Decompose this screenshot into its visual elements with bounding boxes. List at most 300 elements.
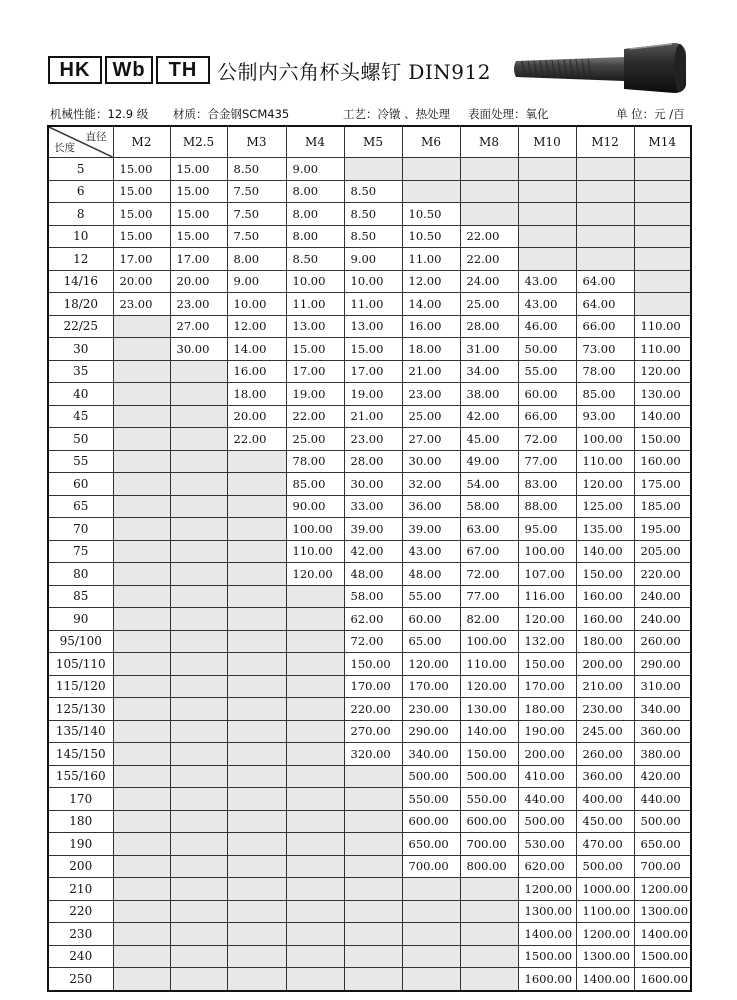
price-cell: 15.00	[286, 338, 344, 361]
price-cell: 19.00	[344, 383, 402, 406]
empty-cell	[170, 473, 227, 496]
length-cell: 180	[48, 810, 113, 833]
corner-diameter-label: 直径	[85, 131, 107, 143]
column-header: M3	[227, 126, 286, 158]
spec-unit: 单 位：元 /百	[616, 107, 685, 121]
table-row	[48, 563, 691, 586]
price-cell: 700.00	[460, 833, 518, 856]
price-cell: 82.00	[460, 608, 518, 631]
price-cell: 22.00	[460, 225, 518, 248]
length-cell: 220	[48, 900, 113, 923]
price-cell: 16.00	[402, 315, 460, 338]
empty-cell	[286, 675, 344, 698]
length-cell: 50	[48, 428, 113, 451]
price-cell: 8.50	[344, 203, 402, 226]
price-cell: 1400.00	[634, 923, 691, 946]
empty-cell	[344, 765, 402, 788]
price-cell: 77.00	[518, 450, 576, 473]
price-cell: 340.00	[634, 698, 691, 721]
price-cell: 260.00	[634, 630, 691, 653]
table-row	[48, 405, 691, 428]
length-cell: 75	[48, 540, 113, 563]
empty-cell	[460, 945, 518, 968]
empty-cell	[170, 608, 227, 631]
empty-cell	[113, 900, 170, 923]
price-cell: 90.00	[286, 495, 344, 518]
column-header: M4	[286, 126, 344, 158]
length-cell: 18/20	[48, 293, 113, 316]
empty-cell	[227, 608, 286, 631]
price-cell: 15.00	[113, 225, 170, 248]
price-cell: 20.00	[227, 405, 286, 428]
price-cell: 15.00	[344, 338, 402, 361]
empty-cell	[170, 540, 227, 563]
spec-line	[48, 106, 690, 124]
price-cell: 550.00	[402, 788, 460, 811]
price-cell: 110.00	[286, 540, 344, 563]
price-cell: 10.00	[286, 270, 344, 293]
price-cell: 62.00	[344, 608, 402, 631]
empty-cell	[170, 518, 227, 541]
empty-cell	[170, 743, 227, 766]
length-cell: 200	[48, 855, 113, 878]
empty-cell	[286, 585, 344, 608]
price-cell: 500.00	[518, 810, 576, 833]
column-header: M2.5	[170, 126, 227, 158]
price-cell: 1200.00	[518, 878, 576, 901]
price-cell: 245.00	[576, 720, 634, 743]
price-cell: 110.00	[634, 338, 691, 361]
price-cell: 33.00	[344, 495, 402, 518]
price-cell: 500.00	[402, 765, 460, 788]
column-header: M10	[518, 126, 576, 158]
empty-cell	[286, 698, 344, 721]
length-cell: 55	[48, 450, 113, 473]
price-cell: 21.00	[344, 405, 402, 428]
price-cell: 120.00	[402, 653, 460, 676]
spec-process: 工艺：冷镦 、热处理	[343, 107, 451, 121]
empty-cell	[286, 743, 344, 766]
price-cell: 170.00	[518, 675, 576, 698]
empty-cell	[286, 720, 344, 743]
empty-cell	[170, 878, 227, 901]
empty-cell	[227, 945, 286, 968]
price-cell: 42.00	[344, 540, 402, 563]
empty-cell	[227, 675, 286, 698]
price-cell: 440.00	[518, 788, 576, 811]
length-cell: 12	[48, 248, 113, 271]
length-cell: 10	[48, 225, 113, 248]
empty-cell	[460, 158, 518, 181]
length-cell: 14/16	[48, 270, 113, 293]
price-cell: 23.00	[113, 293, 170, 316]
price-cell: 15.00	[170, 158, 227, 181]
empty-cell	[227, 855, 286, 878]
price-cell: 410.00	[518, 765, 576, 788]
empty-cell	[286, 630, 344, 653]
price-cell: 500.00	[634, 810, 691, 833]
length-cell: 70	[48, 518, 113, 541]
page-title: 公制内六角杯头螺钉 DIN912	[217, 59, 491, 84]
empty-cell	[113, 405, 170, 428]
table-row	[48, 203, 691, 226]
price-cell: 9.00	[344, 248, 402, 271]
price-cell: 1600.00	[634, 968, 691, 991]
empty-cell	[402, 945, 460, 968]
length-cell: 60	[48, 473, 113, 496]
price-cell: 10.00	[227, 293, 286, 316]
table-row	[48, 180, 691, 203]
empty-cell	[227, 540, 286, 563]
empty-cell	[170, 923, 227, 946]
empty-cell	[170, 383, 227, 406]
empty-cell	[344, 900, 402, 923]
corner-length-label: 长度	[54, 142, 75, 154]
empty-cell	[113, 540, 170, 563]
table-row	[48, 158, 691, 181]
table-row	[48, 765, 691, 788]
empty-cell	[227, 765, 286, 788]
table-row	[48, 585, 691, 608]
price-cell: 13.00	[344, 315, 402, 338]
length-cell: 65	[48, 495, 113, 518]
empty-cell	[460, 203, 518, 226]
price-cell: 11.00	[344, 293, 402, 316]
empty-cell	[170, 765, 227, 788]
price-cell: 270.00	[344, 720, 402, 743]
empty-cell	[113, 518, 170, 541]
empty-cell	[113, 833, 170, 856]
length-cell: 22/25	[48, 315, 113, 338]
price-cell: 12.00	[227, 315, 286, 338]
length-cell: 125/130	[48, 698, 113, 721]
length-cell: 90	[48, 608, 113, 631]
empty-cell	[460, 180, 518, 203]
price-cell: 120.00	[634, 360, 691, 383]
price-cell: 38.00	[460, 383, 518, 406]
price-cell: 17.00	[344, 360, 402, 383]
empty-cell	[227, 653, 286, 676]
price-cell: 55.00	[402, 585, 460, 608]
price-cell: 140.00	[460, 720, 518, 743]
price-cell: 15.00	[113, 180, 170, 203]
empty-cell	[113, 788, 170, 811]
price-cell: 400.00	[576, 788, 634, 811]
empty-cell	[286, 833, 344, 856]
table-row	[48, 293, 691, 316]
price-cell: 107.00	[518, 563, 576, 586]
price-cell: 140.00	[576, 540, 634, 563]
empty-cell	[113, 315, 170, 338]
price-cell: 185.00	[634, 495, 691, 518]
price-cell: 46.00	[518, 315, 576, 338]
table-row	[48, 383, 691, 406]
empty-cell	[286, 900, 344, 923]
length-cell: 250	[48, 968, 113, 991]
price-cell: 48.00	[344, 563, 402, 586]
length-cell: 6	[48, 180, 113, 203]
length-cell: 155/160	[48, 765, 113, 788]
price-cell: 25.00	[402, 405, 460, 428]
price-cell: 600.00	[460, 810, 518, 833]
empty-cell	[113, 675, 170, 698]
empty-cell	[518, 248, 576, 271]
length-cell: 80	[48, 563, 113, 586]
empty-cell	[634, 248, 691, 271]
price-cell: 220.00	[344, 698, 402, 721]
empty-cell	[113, 608, 170, 631]
price-cell: 39.00	[402, 518, 460, 541]
price-cell: 21.00	[402, 360, 460, 383]
empty-cell	[227, 900, 286, 923]
empty-cell	[113, 495, 170, 518]
bolt-image	[512, 35, 690, 95]
empty-cell	[344, 968, 402, 991]
price-cell: 78.00	[576, 360, 634, 383]
length-cell: 135/140	[48, 720, 113, 743]
table-row	[48, 833, 691, 856]
price-cell: 8.50	[227, 158, 286, 181]
table-row	[48, 788, 691, 811]
price-cell: 67.00	[460, 540, 518, 563]
price-cell: 440.00	[634, 788, 691, 811]
price-cell: 140.00	[634, 405, 691, 428]
price-cell: 66.00	[576, 315, 634, 338]
price-cell: 88.00	[518, 495, 576, 518]
price-cell: 1200.00	[576, 923, 634, 946]
price-cell: 100.00	[460, 630, 518, 653]
table-row	[48, 270, 691, 293]
price-cell: 160.00	[576, 608, 634, 631]
price-cell: 60.00	[402, 608, 460, 631]
price-cell: 45.00	[460, 428, 518, 451]
price-cell: 100.00	[518, 540, 576, 563]
table-row	[48, 360, 691, 383]
empty-cell	[518, 180, 576, 203]
price-cell: 85.00	[576, 383, 634, 406]
table-row	[48, 698, 691, 721]
price-cell: 190.00	[518, 720, 576, 743]
price-cell: 120.00	[518, 608, 576, 631]
price-cell: 27.00	[170, 315, 227, 338]
empty-cell	[170, 495, 227, 518]
empty-cell	[402, 900, 460, 923]
length-cell: 230	[48, 923, 113, 946]
empty-cell	[113, 563, 170, 586]
empty-cell	[113, 585, 170, 608]
length-cell: 35	[48, 360, 113, 383]
empty-cell	[113, 923, 170, 946]
empty-cell	[634, 180, 691, 203]
spec-material: 材质：合金钢SCM435	[173, 107, 290, 121]
empty-cell	[227, 495, 286, 518]
table-row	[48, 225, 691, 248]
length-cell: 85	[48, 585, 113, 608]
price-cell: 19.00	[286, 383, 344, 406]
price-cell: 100.00	[576, 428, 634, 451]
price-cell: 116.00	[518, 585, 576, 608]
table-row	[48, 810, 691, 833]
empty-cell	[170, 810, 227, 833]
empty-cell	[576, 248, 634, 271]
price-cell: 1000.00	[576, 878, 634, 901]
price-cell: 620.00	[518, 855, 576, 878]
price-cell: 170.00	[344, 675, 402, 698]
empty-cell	[170, 428, 227, 451]
empty-cell	[227, 563, 286, 586]
empty-cell	[227, 968, 286, 991]
empty-cell	[344, 855, 402, 878]
empty-cell	[113, 360, 170, 383]
empty-cell	[170, 653, 227, 676]
price-cell: 110.00	[460, 653, 518, 676]
empty-cell	[634, 293, 691, 316]
price-cell: 30.00	[402, 450, 460, 473]
empty-cell	[402, 968, 460, 991]
price-cell: 240.00	[634, 585, 691, 608]
price-cell: 240.00	[634, 608, 691, 631]
price-cell: 195.00	[634, 518, 691, 541]
price-cell: 205.00	[634, 540, 691, 563]
empty-cell	[286, 968, 344, 991]
price-cell: 17.00	[113, 248, 170, 271]
empty-cell	[227, 450, 286, 473]
empty-cell	[576, 180, 634, 203]
price-cell: 210.00	[576, 675, 634, 698]
price-cell: 22.00	[460, 248, 518, 271]
empty-cell	[227, 788, 286, 811]
logo-hk: HK	[48, 56, 102, 84]
price-cell: 49.00	[460, 450, 518, 473]
empty-cell	[227, 878, 286, 901]
empty-cell	[113, 945, 170, 968]
price-cell: 180.00	[518, 698, 576, 721]
price-cell: 95.00	[518, 518, 576, 541]
length-cell: 30	[48, 338, 113, 361]
spec-grade: 机械性能：12.9 级	[50, 107, 149, 121]
price-cell: 11.00	[286, 293, 344, 316]
price-cell: 175.00	[634, 473, 691, 496]
price-cell: 7.50	[227, 225, 286, 248]
price-cell: 1400.00	[576, 968, 634, 991]
empty-cell	[113, 473, 170, 496]
price-cell: 72.00	[344, 630, 402, 653]
price-cell: 14.00	[227, 338, 286, 361]
price-cell: 800.00	[460, 855, 518, 878]
price-cell: 125.00	[576, 495, 634, 518]
empty-cell	[576, 225, 634, 248]
price-cell: 530.00	[518, 833, 576, 856]
price-cell: 43.00	[518, 293, 576, 316]
price-cell: 83.00	[518, 473, 576, 496]
empty-cell	[460, 900, 518, 923]
empty-cell	[634, 225, 691, 248]
price-cell: 55.00	[518, 360, 576, 383]
empty-cell	[113, 855, 170, 878]
price-cell: 8.00	[227, 248, 286, 271]
price-cell: 1600.00	[518, 968, 576, 991]
column-header: M8	[460, 126, 518, 158]
price-cell: 30.00	[170, 338, 227, 361]
price-cell: 18.00	[227, 383, 286, 406]
empty-cell	[170, 585, 227, 608]
empty-cell	[402, 180, 460, 203]
empty-cell	[576, 203, 634, 226]
corner-cell	[48, 126, 113, 158]
price-cell: 260.00	[576, 743, 634, 766]
empty-cell	[227, 630, 286, 653]
price-cell: 550.00	[460, 788, 518, 811]
empty-cell	[402, 158, 460, 181]
price-cell: 8.00	[286, 203, 344, 226]
price-cell: 360.00	[634, 720, 691, 743]
empty-cell	[227, 473, 286, 496]
table-row	[48, 900, 691, 923]
length-cell: 170	[48, 788, 113, 811]
price-cell: 66.00	[518, 405, 576, 428]
length-cell: 8	[48, 203, 113, 226]
price-cell: 78.00	[286, 450, 344, 473]
price-cell: 9.00	[286, 158, 344, 181]
empty-cell	[113, 968, 170, 991]
empty-cell	[227, 720, 286, 743]
price-cell: 470.00	[576, 833, 634, 856]
price-cell: 180.00	[576, 630, 634, 653]
price-cell: 17.00	[170, 248, 227, 271]
table-row	[48, 968, 691, 991]
length-cell: 45	[48, 405, 113, 428]
empty-cell	[286, 788, 344, 811]
price-cell: 360.00	[576, 765, 634, 788]
price-cell: 15.00	[170, 203, 227, 226]
price-cell: 23.00	[402, 383, 460, 406]
column-header: M14	[634, 126, 691, 158]
price-cell: 290.00	[402, 720, 460, 743]
price-cell: 14.00	[402, 293, 460, 316]
price-cell: 34.00	[460, 360, 518, 383]
price-cell: 25.00	[286, 428, 344, 451]
empty-cell	[227, 833, 286, 856]
price-cell: 43.00	[402, 540, 460, 563]
price-cell: 1400.00	[518, 923, 576, 946]
empty-cell	[460, 968, 518, 991]
empty-cell	[460, 878, 518, 901]
price-cell: 230.00	[402, 698, 460, 721]
price-cell: 150.00	[576, 563, 634, 586]
price-cell: 120.00	[286, 563, 344, 586]
empty-cell	[170, 675, 227, 698]
price-cell: 64.00	[576, 293, 634, 316]
price-cell: 10.50	[402, 225, 460, 248]
empty-cell	[170, 405, 227, 428]
empty-cell	[227, 810, 286, 833]
table-row	[48, 945, 691, 968]
empty-cell	[113, 720, 170, 743]
price-cell: 42.00	[460, 405, 518, 428]
table-row	[48, 450, 691, 473]
empty-cell	[344, 788, 402, 811]
empty-cell	[113, 383, 170, 406]
empty-cell	[634, 203, 691, 226]
price-cell: 1300.00	[634, 900, 691, 923]
price-cell: 72.00	[460, 563, 518, 586]
column-header: M12	[576, 126, 634, 158]
empty-cell	[634, 270, 691, 293]
empty-cell	[113, 810, 170, 833]
price-cell: 220.00	[634, 563, 691, 586]
spec-surface: 表面处理：氧化	[468, 107, 549, 121]
price-cell: 120.00	[576, 473, 634, 496]
